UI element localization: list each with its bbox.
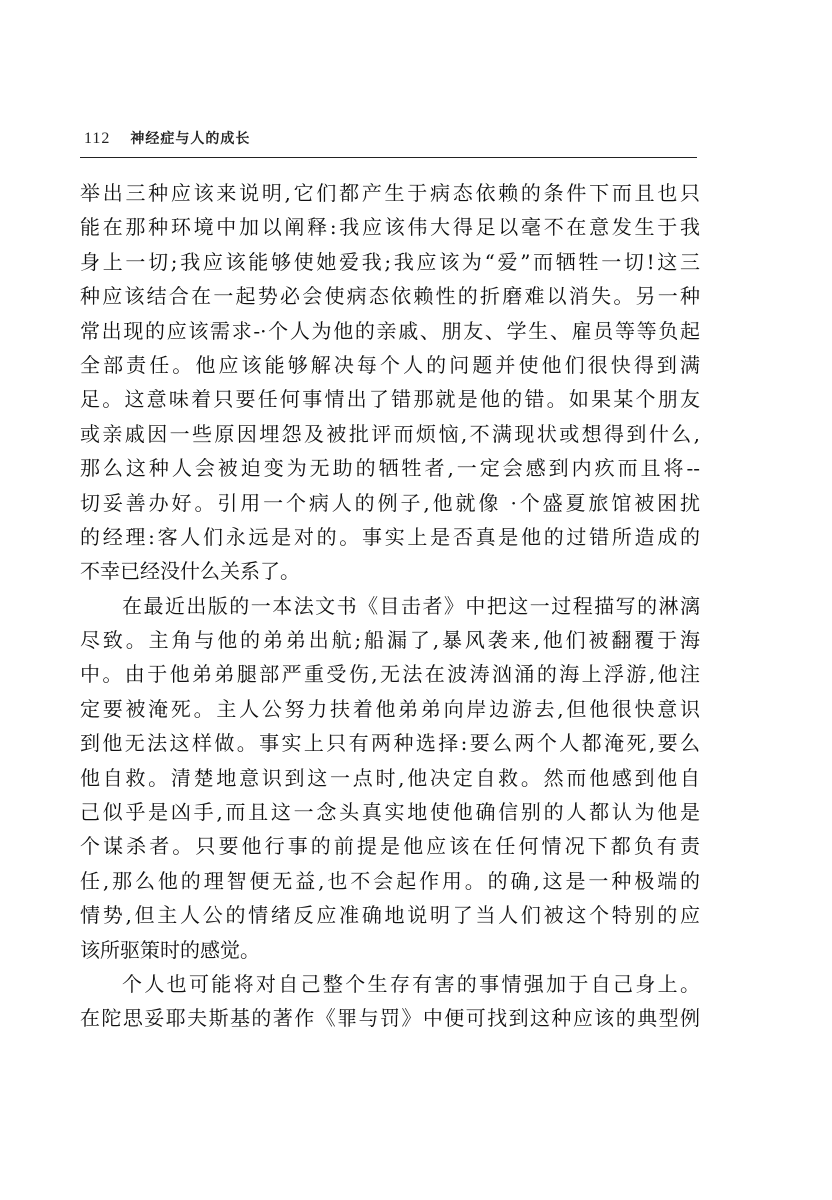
text-line: 足。这意味着只要任何事情出了错那就是他的错。如果某个朋友 xyxy=(80,387,700,412)
paragraph xyxy=(80,589,700,967)
text-line: 全部责任。他应该能够解决每个人的问题并使他们很快得到满 xyxy=(80,352,700,377)
text-line: 举出三种应该来说明,它们都产生于病态依赖的条件下而且也只 xyxy=(80,181,700,205)
header-rule xyxy=(80,157,697,158)
body-text xyxy=(80,176,700,1036)
text-line: 任,那么他的理智便无益,也不会起作用。的确,这是一种极端的 xyxy=(80,868,700,893)
text-line: 的经理:客人们永远是对的。事实上是否真是他的过错所造成的 xyxy=(80,524,700,549)
text-line: 常出现的应该需求-·个人为他的亲戚、朋友、学生、雇员等等负起 xyxy=(80,318,700,343)
book-title: 神经症与人的成长 xyxy=(130,131,251,147)
text-line: 切妥善办好。引用一个病人的例子,他就像 ·个盛夏旅馆被困扰 xyxy=(80,490,700,515)
text-line: 或亲戚因一些原因埋怨及被批评而烦恼,不满现状或想得到什么, xyxy=(80,421,700,446)
text-line: 那么这种人会被迫变为无助的牺牲者,一定会感到内疚而且将-- xyxy=(80,456,700,481)
text-line: 中。由于他弟弟腿部严重受伤,无法在波涛汹涌的海上浮游,他注 xyxy=(80,662,700,687)
text-line: 个人也可能将对自己整个生存有害的事情强加于自己身上。 xyxy=(122,971,700,996)
page-number: 112 xyxy=(84,130,111,147)
text-line: 种应该结合在一起势必会使病态依赖性的折磨难以消失。另一种 xyxy=(80,284,700,309)
text-line: 在陀思妥耶夫斯基的著作《罪与罚》中便可找到这种应该的典型例 xyxy=(80,1006,700,1031)
text-line: 尽致。主角与他的弟弟出航;船漏了,暴风袭来,他们被翻覆于海 xyxy=(80,628,700,653)
paragraph xyxy=(80,176,700,589)
text-line: 个谋杀者。只要他行事的前提是他应该在任何情况下都负有责 xyxy=(80,834,700,859)
text-line: 能在那种环境中加以阐释:我应该伟大得足以毫不在意发生于我 xyxy=(80,215,700,240)
text-line: 定要被淹死。主人公努力扶着他弟弟向岸边游去,但他很快意识 xyxy=(80,696,700,721)
text-line: 到他无法这样做。事实上只有两种选择:要么两个人都淹死,要么 xyxy=(80,731,700,756)
running-header xyxy=(84,128,250,152)
text-line: 在最近出版的一本法文书《目击者》中把这一过程描写的淋漓 xyxy=(122,593,700,618)
text-line: 身上一切;我应该能够使她爱我;我应该为“爱”而牺牲一切!这三 xyxy=(80,249,700,274)
text-line: 情势,但主人公的情绪反应准确地说明了当人们被这个特别的应 xyxy=(80,903,700,928)
text-line: 己似乎是凶手,而且这一念头真实地使他确信别的人都认为他是 xyxy=(80,800,700,825)
text-line: 他自救。清楚地意识到这一点时,他决定自救。然而他感到他自 xyxy=(80,765,700,790)
text-line: 不幸已经没什么关系了。 xyxy=(80,559,300,584)
paragraph xyxy=(80,967,700,1036)
text-line: 该所驱策时的感觉。 xyxy=(80,937,260,962)
